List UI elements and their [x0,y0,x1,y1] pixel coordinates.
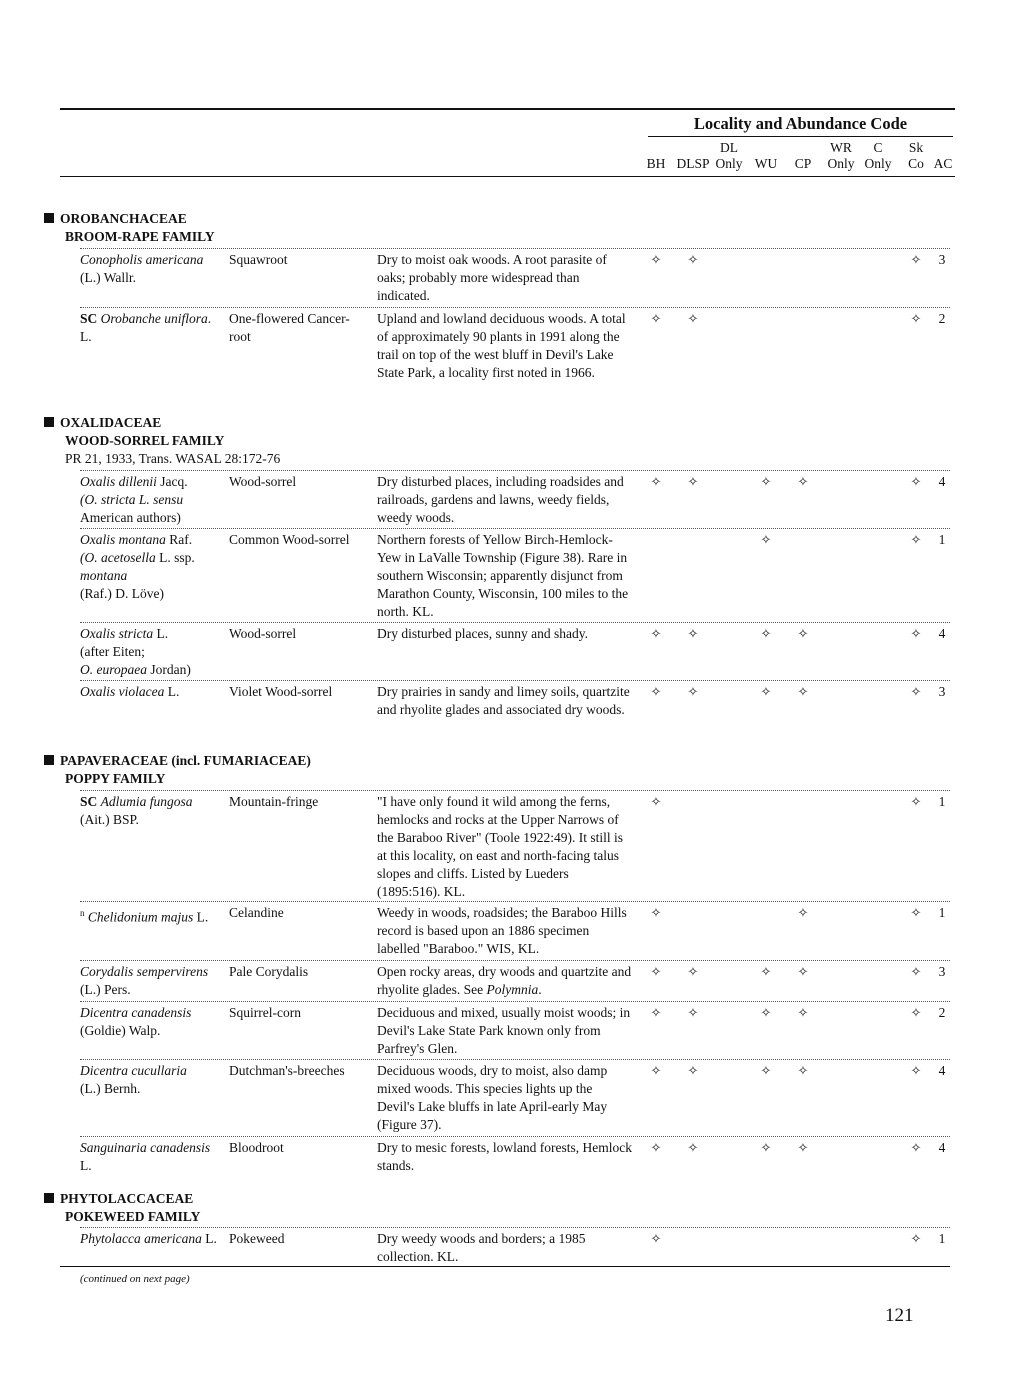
abundance-code: 2 [938,1005,946,1020]
family-heading: PHYTOLACCACEAE POKEWEED FAMILY [44,1190,200,1226]
diamond-marker-icon: ✧ [760,475,772,490]
abundance-code: 4 [938,1140,946,1155]
diamond-marker-icon: ✧ [760,685,772,700]
diamond-marker-icon: ✧ [650,685,662,700]
diamond-marker-icon: ✧ [760,533,772,548]
diamond-marker-icon: ✧ [797,1006,809,1021]
family-heading: PAPAVERACEAE (incl. FUMARIACEAE) POPPY FAMILY [44,752,311,788]
diamond-marker-icon: ✧ [760,1006,772,1021]
row-divider [80,790,950,791]
abundance-code: 4 [938,626,946,641]
diamond-marker-icon: ✧ [650,253,662,268]
diamond-marker-icon: ✧ [650,1232,662,1247]
diamond-marker-icon: ✧ [910,795,922,810]
diamond-marker-icon: ✧ [910,906,922,921]
diamond-marker-icon: ✧ [687,312,699,327]
row-divider [80,960,950,961]
col-header-sk-co: Sk Co [908,140,924,171]
diamond-marker-icon: ✧ [687,1141,699,1156]
abundance-code: 1 [938,794,946,809]
family-heading: OXALIDACEAE WOOD-SORREL FAMILY PR 21, 1933, Trans. WASAL 28:172-76 [44,414,280,468]
row-divider [80,528,950,529]
row-divider [80,248,950,249]
continued-note: (continued on next page) [80,1273,190,1285]
diamond-marker-icon: ✧ [687,253,699,268]
diamond-marker-icon: ✧ [910,1006,922,1021]
col-header-wu: WU [754,156,778,171]
col-header-dlsp: DLSP [676,156,710,171]
row-divider [80,901,950,902]
diamond-marker-icon: ✧ [910,965,922,980]
abundance-code: 2 [938,311,946,326]
bullet-square-icon [44,1193,54,1203]
diamond-marker-icon: ✧ [760,1064,772,1079]
diamond-marker-icon: ✧ [797,965,809,980]
diamond-marker-icon: ✧ [650,906,662,921]
diamond-marker-icon: ✧ [910,1141,922,1156]
diamond-marker-icon: ✧ [650,1064,662,1079]
row-divider [80,470,950,471]
diamond-marker-icon: ✧ [797,627,809,642]
bullet-square-icon [44,213,54,223]
bullet-square-icon [44,755,54,765]
abundance-code: 4 [938,474,946,489]
diamond-marker-icon: ✧ [910,253,922,268]
abundance-code: 3 [938,252,946,267]
locality-code-title: Locality and Abundance Code [693,114,908,133]
diamond-marker-icon: ✧ [687,1006,699,1021]
diamond-marker-icon: ✧ [760,965,772,980]
diamond-marker-icon: ✧ [687,685,699,700]
diamond-marker-icon: ✧ [650,795,662,810]
col-header-ac: AC [933,156,953,171]
page-number: 121 [885,1305,914,1326]
diamond-marker-icon: ✧ [687,475,699,490]
diamond-marker-icon: ✧ [910,685,922,700]
abundance-code: 4 [938,1063,946,1078]
col-header-cp: CP [794,156,812,171]
top-rule [60,108,955,110]
diamond-marker-icon: ✧ [650,312,662,327]
col-header-bh: BH [646,156,666,171]
row-divider [80,307,950,308]
diamond-marker-icon: ✧ [687,965,699,980]
diamond-marker-icon: ✧ [910,1232,922,1247]
abundance-code: 3 [938,964,946,979]
locality-title-rule [648,136,953,137]
bottom-rule [60,1266,950,1267]
col-header-wr-only: WR Only [827,140,855,171]
diamond-marker-icon: ✧ [910,312,922,327]
family-heading: OROBANCHACEAE BROOM-RAPE FAMILY [44,210,215,246]
abundance-code: 3 [938,684,946,699]
diamond-marker-icon: ✧ [687,1064,699,1079]
diamond-marker-icon: ✧ [650,1141,662,1156]
abundance-code: 1 [938,1231,946,1246]
diamond-marker-icon: ✧ [910,533,922,548]
abundance-code: 1 [938,905,946,920]
diamond-marker-icon: ✧ [650,627,662,642]
diamond-marker-icon: ✧ [797,475,809,490]
diamond-marker-icon: ✧ [910,475,922,490]
diamond-marker-icon: ✧ [650,965,662,980]
col-header-dl-only: DL Only [715,140,743,171]
header-rule [60,176,955,177]
diamond-marker-icon: ✧ [910,1064,922,1079]
diamond-marker-icon: ✧ [650,475,662,490]
abundance-code: 1 [938,532,946,547]
row-divider [80,680,950,681]
diamond-marker-icon: ✧ [797,685,809,700]
bullet-square-icon [44,417,54,427]
row-divider [80,1059,950,1060]
diamond-marker-icon: ✧ [797,1064,809,1079]
diamond-marker-icon: ✧ [910,627,922,642]
row-divider [80,1136,950,1137]
row-divider [80,1227,950,1228]
diamond-marker-icon: ✧ [650,1006,662,1021]
diamond-marker-icon: ✧ [797,906,809,921]
diamond-marker-icon: ✧ [797,1141,809,1156]
col-header-c-only: C Only [864,140,892,171]
diamond-marker-icon: ✧ [760,627,772,642]
diamond-marker-icon: ✧ [687,627,699,642]
diamond-marker-icon: ✧ [760,1141,772,1156]
row-divider [80,1001,950,1002]
row-divider [80,622,950,623]
